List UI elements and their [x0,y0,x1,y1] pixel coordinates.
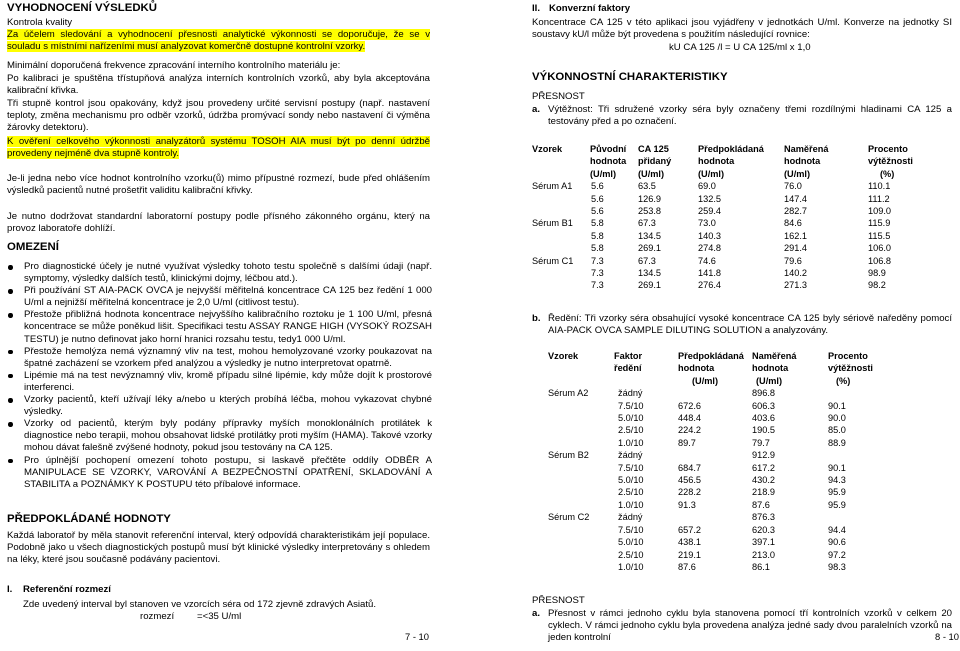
table-cell: 224.2 [678,425,701,436]
table-cell [532,242,590,254]
table-cell: 69.0 [698,181,716,192]
table-header-row: Vzorek Faktor Předpokládaná Naměřená Procento [548,351,868,361]
table-row [532,193,928,205]
table-cell: 274.8 [698,243,721,254]
table-row [548,511,888,523]
table-cell: 85.0 [828,425,846,436]
table-cell: 5.8 [591,230,604,241]
table-cell: 94.4 [828,524,846,535]
table-cell: 253.8 [638,206,661,217]
conversion-number: II. [532,3,540,14]
table-cell: 91.3 [678,499,696,510]
table-cell: 1.0/10 [618,499,644,510]
table-cell [548,536,614,548]
table-cell: 617.2 [752,462,775,473]
table-cell: 5.6 [591,206,604,217]
table-cell: 94.3 [828,475,846,486]
table-cell: Sérum C1 [532,255,574,266]
table-cell: 2.5/10 [618,549,644,560]
table-cell: 190.5 [752,425,775,436]
table-cell [548,561,614,573]
dilution-text: Ředění: Tři vzorky séra obsahující vysoké koncentrace CA 125 byly sériově naředěny pomocí AIA-PACK OVCA SAMPLE DILUTING SOLUTION a analyzovány. [548,313,952,337]
table-cell: 5.8 [591,243,604,254]
table-cell: 97.2 [828,549,846,560]
table-cell: 5.6 [591,181,604,192]
precision-a-label: a. [532,608,541,619]
table-cell: 657.2 [678,524,701,535]
table-cell [678,387,752,399]
table-cell: 269.1 [638,243,661,254]
list-item: Pro diagnostické účely je nutné využívat výsledky tohoto testu společně s dalšími údaji (např. symptomy, výsledky dalších testů, klinickými dojmy, léčbou atd.). [7,261,432,285]
table-row [548,424,888,436]
table-row [532,242,928,254]
table-cell: 2.5/10 [618,487,644,498]
table-cell: 5.0/10 [618,413,644,424]
table-cell: 271.3 [784,280,807,291]
table-cell [828,387,888,399]
table-row [548,387,888,399]
table-cell [548,462,614,474]
qc-out-of-range-text: Je-li jedna nebo více hodnot kontrolního vzorku(ů) mimo přípustné rozmezí, bude před ohlášením výsledků pacientů nutné prošetřit validitu kalibrační křivky. [7,173,430,197]
table-cell: 115.5 [868,230,891,241]
table-cell: 219.1 [678,549,701,560]
qc-service-text: Tři stupně kontrol jsou opakovány, když jsou provedeny určité servisní postupy (např. nastavení teploty, změna mechanismu pro odběr vzorků, údržba promývací sondy nebo nastavení či výměna žárovky detektoru). [7,98,430,134]
table-cell: 88.9 [828,437,846,448]
table-header-row: ředění hodnota hodnota výtěžnosti [614,363,873,374]
limitations-heading: OMEZENÍ [7,241,59,253]
table-cell: 7.5/10 [618,524,644,535]
table-row [548,536,888,548]
table-cell: 126.9 [638,193,661,204]
table-cell: 5.6 [591,193,604,204]
table-cell: 228.2 [678,487,701,498]
dilution-table [548,350,888,573]
table-cell: 620.3 [752,524,775,535]
table-cell: 276.4 [698,280,721,291]
qc-calibration-text: Po kalibraci je spuštěna třístupňová analýza interních kontrolních vzorků, aby byla akceptována kalibrační křivka. [7,73,430,97]
table-cell: žádný [618,450,643,461]
table-cell: 63.5 [638,181,656,192]
reference-heading: Referenční rozmezí [23,584,111,595]
reference-range-label: rozmezí [140,611,175,622]
accuracy-heading: PŘESNOST [532,91,585,102]
table-row [532,230,928,242]
table-cell: Sérum A1 [532,181,573,192]
table-row [548,486,888,498]
table-cell: 87.6 [752,499,770,510]
table-cell [532,279,590,291]
reference-number: I. [7,584,13,595]
table-cell: 90.1 [828,462,846,473]
precision-text: Přesnost v rámci jednoho cyklu byla stanovena pomocí tří kontrolních vzorků v celkem 20 cyklech. V rámci jednoho cyklu byla provedena analýza jedné sady dvou paralelních vzorků na jeden kontrolní [548,608,952,644]
table-row [532,255,928,267]
table-header-row: (U/ml) (U/ml) (U/ml) (U/ml) (%) [590,168,895,179]
table-cell: 86.1 [752,561,770,572]
table-cell: 87.6 [678,561,696,572]
table-cell [548,549,614,561]
table-cell [548,486,614,498]
table-cell: 1.0/10 [618,561,644,572]
table-row [532,180,928,192]
table-header-row: Vzorek Původní CA 125 Předpokládaná Naměřená Procento [532,144,908,154]
table-row [532,267,928,279]
table-cell: 89.7 [678,437,696,448]
table-cell: 7.3 [591,280,604,291]
table-cell: 79.7 [752,437,770,448]
table-cell: 147.4 [784,193,807,204]
table-cell: žádný [618,388,643,399]
table-cell: 876.3 [752,512,775,523]
table-cell: 291.4 [784,243,807,254]
table-cell: 106.8 [868,255,891,266]
table-row [532,205,928,217]
expected-values-text: Každá laboratoř by měla stanovit referenční interval, který odpovídá charakteristikám její populace. Podobně jako u všech diagnostických postupů musí být klinické výsledky interpretovány s ohledem na léky, které jsou současně podávány pacientovi. [7,530,430,566]
table-header-row: hodnota přidaný hodnota hodnota výtěžnosti [590,156,913,167]
table-row [548,549,888,561]
table-cell: 672.6 [678,400,701,411]
conversion-heading: Konverzní faktory [549,3,631,14]
table-cell [532,193,590,205]
table-cell: 67.3 [638,218,656,229]
qc-lab-practice-text: Je nutno dodržovat standardní laboratorní postupy podle přísného zákonného orgánu, který na provoz laboratoře dohlíží. [7,211,430,235]
table-header-row: (U/ml) (U/ml) (%) [692,375,851,386]
table-cell: 132.5 [698,193,721,204]
right-page [480,0,960,651]
table-cell: 74.6 [698,255,716,266]
table-cell [548,437,614,449]
table-cell [548,400,614,412]
table-cell: 430.2 [752,475,775,486]
table-cell: Sérum C2 [548,512,590,523]
table-cell: Sérum B1 [532,218,573,229]
table-cell: 95.9 [828,487,846,498]
table-cell: 115.9 [868,218,891,229]
table-cell: 606.3 [752,400,775,411]
table-cell: 134.5 [638,230,661,241]
table-cell: 84.6 [784,218,802,229]
table-cell [678,511,752,523]
table-cell: 438.1 [678,537,701,548]
table-row [548,412,888,424]
table-row [532,217,928,229]
conversion-text: Koncentrace CA 125 v této aplikaci jsou vyjádřeny v jednotkách U/ml. Konverze na jednotky SI soustavy kU/l může být provedena s použitím následující rovnice: [532,17,952,41]
page-number-left: 7 - 10 [405,630,429,642]
table-cell: 90.0 [828,413,846,424]
table-cell: 109.0 [868,206,891,217]
table-row [548,474,888,486]
table-row [548,462,888,474]
table-row [532,279,928,291]
table-cell: 456.5 [678,475,701,486]
table-cell: 5.0/10 [618,475,644,486]
performance-heading: VÝKONNOSTNÍ CHARAKTERISTIKY [532,71,728,83]
table-cell: Sérum A2 [548,388,589,399]
table-cell: 7.5/10 [618,462,644,473]
table-cell: 403.6 [752,413,775,424]
table-cell: 1.0/10 [618,437,644,448]
recovery-table-body [532,180,928,292]
table-cell: 5.0/10 [618,537,644,548]
results-heading: VYHODNOCENÍ VÝSLEDKŮ [7,2,157,14]
table-cell [828,511,888,523]
table-cell: 95.9 [828,499,846,510]
table-cell: 90.6 [828,537,846,548]
table-cell [548,524,614,536]
table-cell: 7.3 [591,268,604,279]
table-row [548,561,888,573]
table-cell [548,499,614,511]
table-cell: 282.7 [784,206,807,217]
page-number-right: 8 - 10 [935,630,959,642]
table-row [548,524,888,536]
table-cell [532,267,590,279]
list-item: Vzorky pacientů, kteří užívají léky a/nebo u kterých probíhá léčba, mohou vykazovat chybné výsledky. [7,394,432,418]
list-item: Vzorky od pacientů, kterým byly podány přípravky myších monoklonálních protilátek k diagnostice nebo terapii, mohou obsahovat lidské protilátky proti myším (HAMA). Takové vzorky mohou dávat falešně zvýšené hodnoty, pokud jsou testovány na CA 125. [7,418,432,454]
precision-heading: PŘESNOST [532,595,585,606]
table-cell: 141.8 [698,268,721,279]
conversion-formula: kU CA 125 /l = U CA 125/ml x 1,0 [669,42,811,53]
list-item: Lipémie má na test nevýznamný vliv, kromě případu silné lipémie, kdy může dojít k prostorové interferenci. [7,370,432,394]
table-row [548,449,888,461]
table-cell: 7.5/10 [618,400,644,411]
list-item: Přestože hemolýza nemá významný vliv na test, mohou hemolyzované vzorky poukazovat na špatné zacházení se vzorkem před analýzou a výsledky je nutno interpretovat opatrně. [7,346,432,370]
table-cell: 79.6 [784,255,802,266]
qc-maintenance-highlighted: K ověření celkového výkonnosti analyzátorů systému TOSOH AIA musí být po denní údržbě provedeny nejméně dva stupně kontroly. [7,136,430,160]
list-item: Přestože přibližná hodnota koncentrace nejvyššího kalibračního roztoku je 1 100 U/ml, přesná koncentrace se může poněkud lišit. Specifikaci testu ASSAY RANGE HIGH (VYSOKÝ ROZSAH TESTU) je nutno definovat jako horní hranici rozsahu testu, tedy1 000 U/ml. [7,309,432,345]
recovery-table [532,143,928,292]
recovery-text: Výtěžnost: Tři sdružené vzorky séra byly označeny třemi rozdílnými hladinami CA 125 a testovány před a po označení. [548,104,952,128]
table-cell: 140.2 [784,268,807,279]
table-cell: 213.0 [752,549,775,560]
table-cell: 912.9 [752,450,775,461]
table-cell: 896.8 [752,388,775,399]
limitations-list [7,261,432,491]
table-cell: 162.1 [784,230,807,241]
qc-heading: Kontrola kvality [7,17,73,28]
expected-values-heading: PŘEDPOKLÁDANÉ HODNOTY [7,513,171,525]
table-cell: 218.9 [752,487,775,498]
list-item: Pro úplnější pochopení omezení tohoto postupu, si laskavě přečtěte oddíly ODBĚR A MANIPULACE SE VZORKY, VAROVÁNÍ A BEZPEČNOSTNÍ OPATŘENÍ, SKLADOVÁNÍ A STABILITA a POZNÁMKY K POSTUPU této příbalové informace. [7,455,432,491]
table-cell: 76.0 [784,181,802,192]
table-cell [548,424,614,436]
table-cell: 134.5 [638,268,661,279]
table-cell [532,230,590,242]
table-cell: 5.8 [591,218,604,229]
table-cell: 269.1 [638,280,661,291]
table-cell [548,412,614,424]
table-cell: 98.3 [828,561,846,572]
accuracy-a-label: a. [532,104,541,115]
table-cell: 140.3 [698,230,721,241]
table-cell: 684.7 [678,462,701,473]
table-row [548,499,888,511]
table-cell: 110.1 [868,181,891,192]
table-cell: 67.3 [638,255,656,266]
table-cell: žádný [618,512,643,523]
table-cell: 106.0 [868,243,891,254]
table-row [548,400,888,412]
table-cell [678,449,752,461]
qc-paragraph-highlighted: Za účelem sledování a vyhodnocení přesnosti analytické výkonnosti se doporučuje, že se v souladu s místními nařízeními musí analyzovat komerčně dostupné kontrolní vzorky. [7,29,430,53]
reference-text: Zde uvedený interval byl stanoven ve vzorcích séra od 172 zjevně zdravých Asiatů. [23,599,377,610]
list-item: Při používání ST AIA-PACK OVCA je nejvyšší měřitelná koncentrace CA 125 bez ředění 1 000 U/ml a nejnižší měřitelná koncentrace je 2,0 U/ml (citlivost testu). [7,285,432,309]
table-cell: 448.4 [678,413,701,424]
table-cell: 7.3 [591,255,604,266]
table-cell: 98.9 [868,268,886,279]
table-cell: 2.5/10 [618,425,644,436]
reference-range-value: =<35 U/ml [197,611,242,622]
table-cell: 73.0 [698,218,716,229]
table-cell: 259.4 [698,206,721,217]
table-cell: Sérum B2 [548,450,589,461]
accuracy-b-label: b. [532,313,541,324]
table-cell: 90.1 [828,400,846,411]
table-cell: 98.2 [868,280,886,291]
table-cell [548,474,614,486]
dilution-table-body [548,387,888,573]
qc-frequency-text: Minimální doporučená frekvence zpracování interního kontrolního materiálu je: [7,60,341,71]
table-row [548,437,888,449]
table-cell [532,205,590,217]
table-cell: 397.1 [752,537,775,548]
table-cell [828,449,888,461]
table-cell: 111.2 [868,193,890,204]
